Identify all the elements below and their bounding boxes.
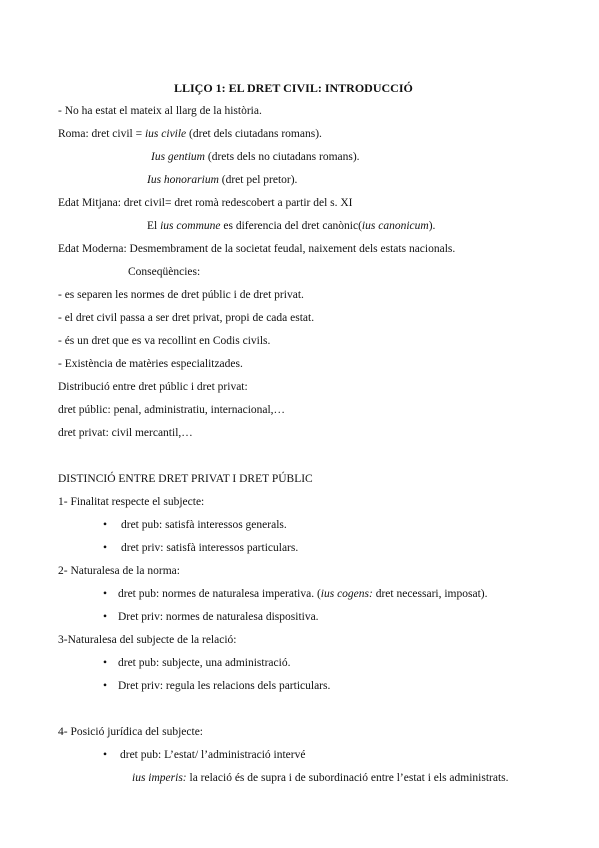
- ius-cogens-term: ius cogens:: [320, 588, 373, 600]
- consequence-2: - el dret civil passa a ser dret privat, propi de cada estat.: [58, 312, 315, 324]
- roma-line: [58, 127, 322, 141]
- ius-imperis-term: ius imperis:: [132, 772, 187, 784]
- bullet-icon: •: [103, 588, 108, 600]
- commune-end: ).: [428, 220, 436, 232]
- imperis-desc: la relació és de supra i de subordinació entre l’estat i els administrats.: [186, 772, 509, 784]
- cogens-pre: dret pub: normes de naturalesa imperativa. (: [118, 588, 321, 600]
- consequence-3: - és un dret que es va recollint en Codis civils.: [58, 335, 271, 347]
- criterion-2-private: Dret priv: normes de naturalesa dispositiva.: [118, 611, 319, 623]
- criterion-3-public: dret pub: subjecte, una administració.: [118, 657, 291, 669]
- private-law-line: dret privat: civil mercantil,…: [58, 427, 193, 439]
- bullet-icon: •: [103, 519, 108, 531]
- roma-desc: (dret dels ciutadans romans).: [186, 128, 322, 140]
- distribution-line: Distribució entre dret públic i dret privat:: [58, 381, 248, 393]
- bullet-icon: •: [103, 680, 108, 692]
- ius-civile-term: ius civile: [144, 128, 187, 140]
- bullet-icon: •: [103, 542, 108, 554]
- ius-imperis-line: [132, 771, 509, 785]
- criterion-1: 1- Finalitat respecte el subjecte:: [58, 496, 205, 508]
- criterion-2-public: [118, 587, 487, 601]
- ius-gentium-term: Ius gentium: [151, 151, 205, 163]
- honorarium-line: [147, 173, 297, 187]
- bullet-icon: •: [103, 611, 108, 623]
- criterion-1-private: dret priv: satisfà interessos particulars.: [121, 542, 299, 554]
- commune-pre: El: [147, 220, 161, 232]
- bullet-icon: •: [103, 749, 108, 761]
- bullet-icon: •: [103, 657, 108, 669]
- honorarium-desc: (dret pel pretor).: [218, 174, 298, 186]
- criterion-4-public: dret pub: L’estat/ l’administració intervé: [120, 749, 306, 761]
- roma-label: Roma: dret civil =: [58, 128, 145, 140]
- edat-moderna-line: Edat Moderna: Desmembrament de la societat feudal, naixement dels estats nacionals.: [58, 243, 456, 255]
- ius-honorarium-term: Ius honorarium: [147, 174, 219, 186]
- gentium-desc: (drets dels no ciutadans romans).: [204, 151, 360, 163]
- section-heading: DISTINCIÓ ENTRE DRET PRIVAT I DRET PÚBLIC: [58, 473, 313, 485]
- cogens-desc: dret necessari, imposat).: [372, 588, 488, 600]
- edat-mitjana-line: Edat Mitjana: dret civil= dret romà redescobert a partir del s. XI: [58, 197, 353, 209]
- ius-commune-line: [147, 219, 435, 233]
- criterion-4: 4- Posició jurídica del subjecte:: [58, 726, 203, 738]
- criterion-3-private: Dret priv: regula les relacions dels particulars.: [118, 680, 331, 692]
- page-title: LLIÇO 1: EL DRET CIVIL: INTRODUCCIÓ: [174, 81, 413, 95]
- consequence-4: - Existència de matèries especialitzades.: [58, 358, 243, 370]
- intro-line-history: - No ha estat el mateix al llarg de la història.: [58, 105, 262, 117]
- public-law-line: dret públic: penal, administratiu, internacional,…: [58, 404, 286, 416]
- consequence-1: - es separen les normes de dret públic i de dret privat.: [58, 289, 304, 301]
- criterion-3: 3-Naturalesa del subjecte de la relació:: [58, 634, 237, 646]
- commune-mid: es diferencia del dret canònic(: [220, 220, 362, 232]
- criterion-1-public: dret pub: satisfà interessos generals.: [121, 519, 287, 531]
- ius-canonicum-term: ius canonicum: [361, 220, 429, 232]
- gentium-line: [151, 150, 360, 164]
- criterion-2: 2- Naturalesa de la norma:: [58, 565, 180, 577]
- consequencies-heading: Conseqüències:: [128, 266, 201, 278]
- ius-commune-term: ius commune: [160, 220, 221, 232]
